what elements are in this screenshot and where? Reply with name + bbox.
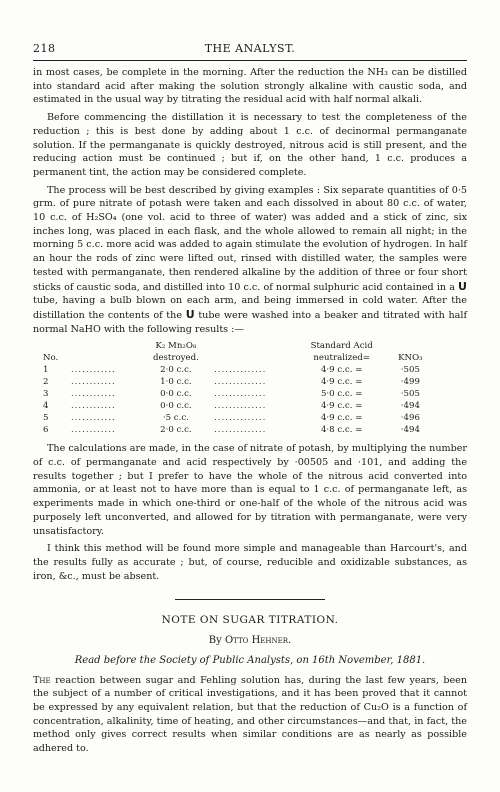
table-row — [41, 412, 431, 424]
row-dots: .............. — [214, 365, 267, 376]
row-kmn-value: 0·0 c.c. — [160, 401, 192, 412]
col-header-acid-title: Standard Acid — [310, 341, 373, 352]
row-kmn-value: 0·0 c.c. — [160, 389, 192, 400]
table-row — [41, 400, 431, 412]
col-header-kmn-title: K₂ Mn₂O₈ — [155, 341, 197, 352]
row-dots: ............ — [70, 365, 116, 376]
row-dots: .............. — [214, 401, 267, 412]
row-dots: .............. — [214, 413, 267, 424]
row-dots: ............ — [70, 425, 116, 436]
header-rule — [33, 60, 467, 61]
table-row — [41, 424, 431, 436]
author-name: Otto Hehner. — [224, 635, 292, 647]
row-number: 6 — [43, 425, 49, 436]
col-header-kmn — [140, 340, 212, 364]
results-table — [41, 340, 431, 436]
table-row — [41, 364, 431, 376]
table-row — [41, 388, 431, 400]
col-header-acid-sub: neutralized= — [313, 353, 371, 364]
table-header-row — [41, 340, 431, 364]
section-divider — [175, 599, 325, 600]
col-header-acid — [294, 340, 390, 364]
paragraph-conclusion: I think this method will be found more simple and manageable than Harcourt's, and the results fully as accurate ; but, of course, reducible and oxidizable substances, as iron, &c., must be absent. — [33, 543, 467, 582]
row-kno-value: ·496 — [400, 413, 420, 424]
byline — [33, 634, 467, 648]
u-tube-glyph: U — [185, 307, 195, 321]
row-dots: .............. — [214, 389, 267, 400]
section-title: NOTE ON SUGAR TITRATION. — [161, 614, 339, 627]
row-acid-value: 4·9 c.c. = — [320, 377, 363, 388]
col-header-kmn-sub: destroyed. — [152, 353, 199, 364]
row-dots: ............ — [70, 401, 116, 412]
row-kmn-value: 1·0 c.c. — [160, 377, 192, 388]
u-tube-glyph: U — [458, 279, 467, 293]
sugar-text: reaction between sugar and Fehling solution has, during the last few years, been the subject of a number of critical investigations, and it has been proved that it cannot be expressed by any equivalent relation, but that the reduction of Cu₂O is a function of concentration, alkalinity, time of heating, and other circumstances—and that, in fact, the method only gives correct results when similar conditions are as nearly as possible adhered to. — [33, 674, 467, 755]
row-kno-value: ·499 — [400, 377, 420, 388]
row-dots: ............ — [70, 377, 116, 388]
col-header-kno: KNO₃ — [398, 353, 423, 364]
row-kno-value: ·494 — [400, 425, 420, 436]
col-header-spacer — [212, 340, 294, 364]
col-header-spacer — [69, 340, 140, 364]
row-acid-value: 4·9 c.c. = — [320, 365, 363, 376]
process-text-a: The process will be best described by giving examples : Six separate quantities of 0·5 grm. of pure nitrate of potash were taken and each dissolved in about 80 c.c. of water, 10 c.c. of H₂SO₄ (one vol. acid to three of water) was added and a stick of zinc, six inches long, was placed in each flask, and the whole allowed to remain all night; in the morning 5 c.c. more acid was added to again stimulate the evolution of hydrogen. In half an hour the rods of zinc were lifted out, rinsed with distilled water, the samples were tested with permanganate, then rendered alkaline by the addition of three or four short sticks of caustic soda, and distilled into 10 c.c. of normal sulphuric acid contained in a — [33, 184, 467, 293]
row-number: 2 — [43, 377, 49, 388]
process-text-c: tube were washed into a beaker and titrated with half normal NaHO with the following results :— — [33, 309, 467, 335]
row-kmn-value: 2·0 c.c. — [160, 425, 192, 436]
row-dots: .............. — [214, 425, 267, 436]
row-acid-value: 4·9 c.c. = — [320, 401, 363, 412]
row-acid-value: 4·9 c.c. = — [320, 413, 363, 424]
row-kno-value: ·494 — [400, 401, 420, 412]
col-header-no: No. — [43, 353, 59, 364]
row-kmn-value: ·5 c.c. — [162, 413, 189, 424]
row-kno-value: ·505 — [400, 365, 420, 376]
paragraph-intro: in most cases, be complete in the morning. After the reduction the NH₃ can be distilled into standard acid after making the solution strongly alkaline with caustic soda, and estimated in the usual way by titrating the residual acid with half normal alkali. — [33, 67, 467, 106]
process-text-b: tube, having a bulb blown on each arm, and being immersed in cold water. After the distillation the contents of the — [33, 295, 467, 321]
paragraph-process — [33, 184, 467, 337]
running-header — [33, 42, 467, 55]
running-title: THE ANALYST. — [204, 42, 296, 55]
row-number: 3 — [43, 389, 49, 400]
row-number: 1 — [43, 365, 49, 376]
byline-by: By — [208, 635, 222, 647]
row-acid-value: 5·0 c.c. = — [320, 389, 363, 400]
row-kmn-value: 2·0 c.c. — [160, 365, 192, 376]
row-number: 4 — [43, 401, 49, 412]
read-before-line: Read before the Society of Public Analysts, on 16th November, 1881. — [74, 654, 426, 666]
table-row — [41, 376, 431, 388]
paragraph-sugar — [33, 674, 467, 756]
row-acid-value: 4·8 c.c. = — [320, 425, 363, 436]
row-kno-value: ·505 — [400, 389, 420, 400]
page-number: 218 — [33, 42, 56, 55]
lead-word: The — [33, 674, 51, 686]
row-number: 5 — [43, 413, 49, 424]
row-dots: ............ — [70, 413, 116, 424]
body-text — [33, 66, 467, 760]
row-dots: ............ — [70, 389, 116, 400]
paragraph-reduction-test: Before commencing the distillation it is necessary to test the completeness of the reduction ; this is best done by adding about 1 c.c. of decinormal permanganate solution. If the permanganate is quickly destroyed, nitrous acid is still present, and the reducing action must be continued ; but if, on the other hand, 1 c.c. produces a permanent tint, the action may be considered complete. — [33, 112, 467, 178]
paragraph-calculations: The calculations are made, in the case of nitrate of potash, by multiplying the number of c.c. of permanganate and acid respectively by ·00505 and ·101, and adding the results together ; but I prefer to have the whole of the nitrous acid converted into ammonia, or at least not to have more than is equal to 1 c.c. of permanganate left, as experiments made in which one-third or one-half of the whole of the nitrous acid was purposely left unconverted, and allowed for by titration with permanganate, were very unsatisfactory. — [33, 443, 467, 537]
row-dots: .............. — [214, 377, 267, 388]
table-body — [41, 364, 431, 436]
